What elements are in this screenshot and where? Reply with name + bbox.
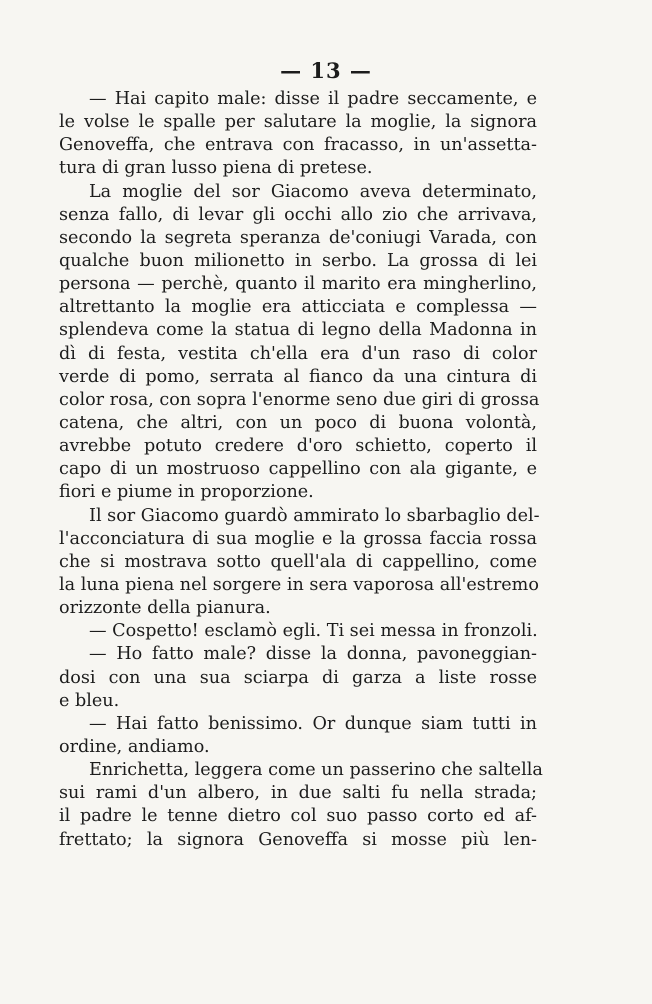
text-line: il padre le tenne dietro col suo passo corto ed af- (59, 806, 537, 827)
text-line: — Ho fatto male? disse la donna, pavoneggian- (89, 644, 537, 665)
text-line: La moglie del sor Giacomo aveva determinato, (89, 181, 537, 202)
text-line: che si mostrava sotto quell'ala di cappellino, come (59, 551, 537, 572)
text-line: orizzonte della pianura. (59, 598, 271, 619)
text-line: splendeva come la statua di legno della Madonna in (59, 320, 537, 341)
text-line: tura di gran lusso piena di pretese. (59, 158, 373, 179)
text-line: le volse le spalle per salutare la moglie, la signora (59, 112, 537, 133)
text-line: dosi con una sua sciarpa di garza a liste rosse (59, 667, 537, 688)
text-line: senza fallo, di levar gli occhi allo zio che arrivava, (59, 204, 537, 225)
text-line: fiori e piume in proporzione. (59, 482, 314, 503)
text-line: catena, che altri, con un poco di buona volontà, (59, 412, 537, 433)
text-line: dì di festa, vestita ch'ella era d'un raso di color (59, 343, 537, 364)
body-text (59, 88, 543, 852)
text-line: Il sor Giacomo guardò ammirato lo sbarbaglio del- (89, 505, 540, 526)
text-line: altrettanto la moglie era atticciata e complessa — (59, 297, 537, 318)
text-line: ordine, andiamo. (59, 736, 210, 757)
text-line: Enrichetta, leggera come un passerino che saltella (89, 760, 543, 781)
text-line: sui rami d'un albero, in due salti fu nella strada; (59, 783, 537, 804)
text-line: la luna piena nel sorgere in sera vaporosa all'estremo (59, 574, 539, 595)
text-line: frettato; la signora Genoveffa si mosse più len- (59, 829, 537, 850)
page-number: — 13 — (280, 58, 372, 83)
text-line: qualche buon milionetto in serbo. La grossa di lei (59, 250, 537, 271)
text-line: color rosa, con sopra l'enorme seno due giri di grossa (59, 389, 540, 410)
text-line: l'acconciatura di sua moglie e la grossa faccia rossa (59, 528, 537, 549)
text-line: Genoveffa, che entrava con fracasso, in un'assetta- (59, 135, 537, 156)
text-line: — Hai capito male: disse il padre seccamente, e (89, 89, 537, 109)
text-line: capo di un mostruoso cappellino con ala gigante, e (59, 459, 537, 480)
text-line: avrebbe potuto credere d'oro schietto, coperto il (59, 436, 537, 457)
text-line: — Cospetto! esclamò egli. Ti sei messa in fronzoli. (89, 621, 538, 642)
text-line: secondo la segreta speranza de'coniugi Varada, con (59, 227, 537, 248)
text-line: verde di pomo, serrata al fianco da una cintura di (59, 366, 537, 387)
text-line: e bleu. (59, 690, 120, 711)
text-line: persona — perchè, quanto il marito era mingherlino, (59, 274, 537, 295)
text-line: — Hai fatto benissimo. Or dunque siam tutti in (89, 713, 537, 734)
